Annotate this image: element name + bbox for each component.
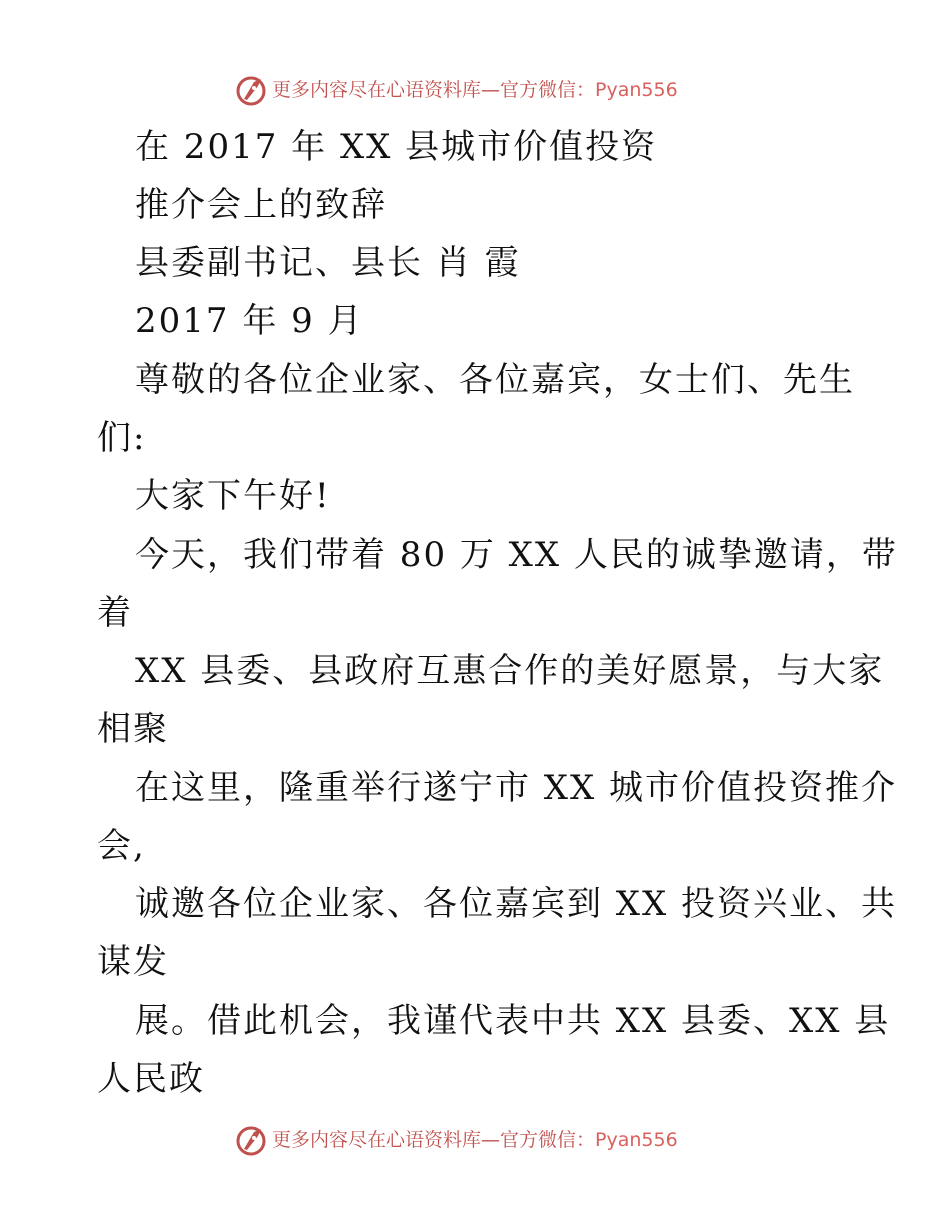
doc-line: 在这里，隆重举行遂宁市 XX 城市价值投资推介 — [135, 768, 898, 808]
doc-author: 县委副书记、县长 肖 霞 — [135, 243, 521, 283]
doc-title-line-1: 在 2017 年 XX 县城市价值投资 — [135, 127, 658, 167]
doc-date: 2017 年 9 月 — [135, 301, 364, 341]
watermark-separator: — — [481, 79, 501, 101]
pen-nib-logo-icon — [234, 1123, 268, 1157]
doc-title-line-2: 推介会上的致辞 — [135, 185, 387, 225]
watermark-wechat-id: Pyan556 — [595, 1129, 678, 1151]
watermark-site: 更多内容尽在心语资料库 — [272, 1129, 482, 1151]
doc-line: 诚邀各位企业家、各位嘉宾到 XX 投资兴业、共 — [135, 884, 898, 924]
footer-watermark — [0, 1122, 950, 1158]
doc-line: 展。借此机会，我谨代表中共 XX 县委、XX 县 — [135, 1001, 891, 1041]
doc-line: 着 — [97, 593, 133, 633]
doc-line: XX 县委、县政府互惠合作的美好愿景，与大家 — [135, 651, 885, 691]
doc-line: 尊敬的各位企业家、各位嘉宾，女士们、先生 — [135, 360, 855, 400]
header-watermark — [0, 72, 950, 108]
watermark-wechat-label: 官方微信： — [500, 79, 596, 101]
watermark-text — [272, 1128, 678, 1152]
doc-line: 相聚 — [97, 709, 169, 749]
watermark-separator: — — [481, 1129, 501, 1151]
watermark-site: 更多内容尽在心语资料库 — [272, 79, 482, 101]
doc-line: 们: — [97, 418, 147, 458]
watermark-wechat-label: 官方微信： — [500, 1129, 596, 1151]
doc-line: 大家下午好! — [135, 476, 331, 516]
doc-line: 会, — [97, 826, 146, 866]
pen-nib-logo-icon — [234, 73, 268, 107]
doc-line: 人民政 — [97, 1059, 205, 1099]
doc-line: 谋发 — [97, 942, 169, 982]
watermark-wechat-id: Pyan556 — [595, 79, 678, 101]
doc-line: 今天，我们带着 80 万 XX 人民的诚挚邀请，带 — [135, 535, 898, 575]
watermark-text — [272, 78, 678, 102]
